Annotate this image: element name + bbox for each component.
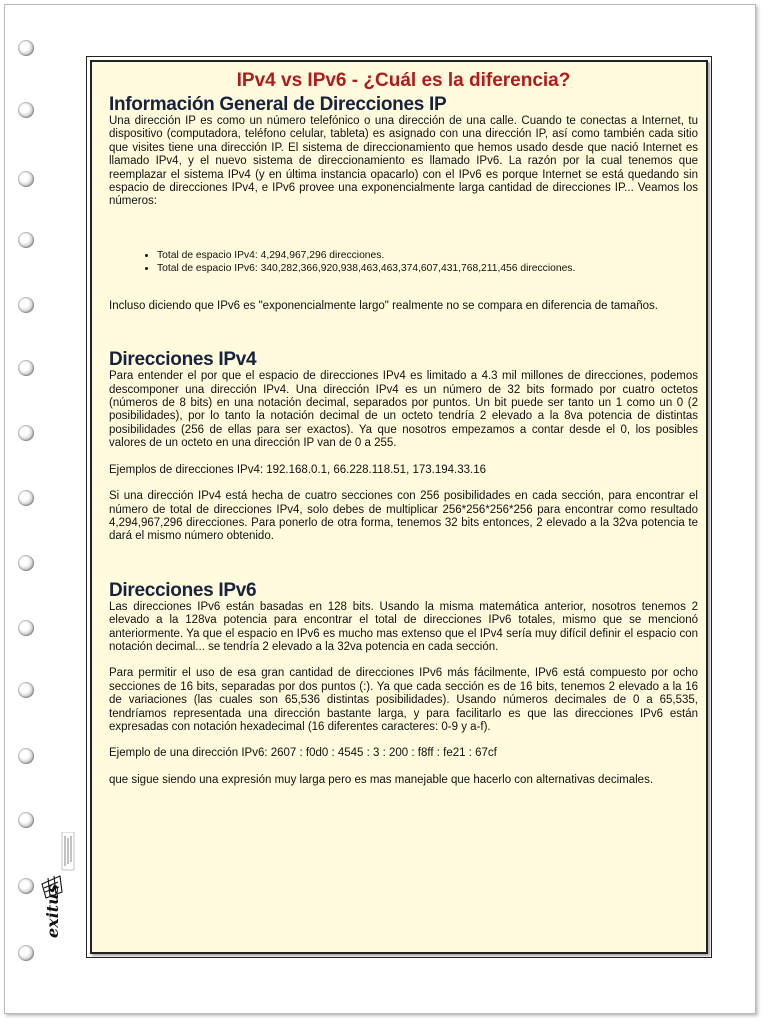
paragraph: Para entender el por que el espacio de direcciones IPv4 es limitado a 4.3 mil millones de direcciones, podemos descomponer una dirección IPv4. Una dirección IPv4 es un número de 32 bits formado por cuatro octetos (números de 8 bits) en una notación decimal, separados por puntos. Un bit puede ser tanto un 1 como un 0 (2 posibilidades), por lo tanto la notación decimal de un octeto tendría 2 elevado a la 8va potencia de distintas posibilidades (256 de ellas para ser exactos). Ya que nosotros empezamos a contar desde el 0, los posibles valores de un octeto en una dirección IP van de 0 a 255. xyxy=(109,370,698,450)
section-heading-ipv4: Direcciones IPv4 xyxy=(109,349,257,371)
binder-hole-icon xyxy=(18,555,34,571)
paragraph: Las direcciones IPv6 están basadas en 128 bits. Usando la misma matemática anterior, nosotros tenemos 2 elevado a la 128va potencia para encontrar el total de direcciones IPv6 totales, mismo que se mencionó anteriormente. Ya que el espacio en IPv6 es mucho mas extenso que el IPv4 sería muy difícil definir el espacio con notación decimal... se tendría 2 elevado a la 32va potencia en cada sección. xyxy=(109,600,698,653)
paragraph: Incluso diciendo que IPv6 es "exponencialmente largo" realmente no se compara en diferencia de tamaños. xyxy=(109,299,658,312)
list-item: • Total de espacio IPv4: 4,294,967,296 direcciones. xyxy=(157,249,698,262)
list-item: • Total de espacio IPv6: 340,282,366,920,938,463,463,374,607,431,768,211,456 direcciones. xyxy=(157,262,698,275)
binder-hole-icon xyxy=(18,102,34,118)
section-heading-general: Información General de Direcciones IP xyxy=(109,94,447,115)
content-panel xyxy=(90,60,708,954)
paragraph: Para permitir el uso de esa gran cantidad de direcciones IPv6 más fácilmente, IPv6 está compuesto por ocho secciones de 16 bits, separadas por dos puntos (:). Ya que cada sección es de 16 bits, tenemos 2 elevado a la 16 de variaciones (las cuales son 65,536 distintas posibilidades). Usando números decimales de 0 a 65,535, tendríamos representada una dirección bastante larga, y para facilitarlo es que las direcciones IPv6 están expresadas con notación hexadecimal (16 diferentes caracteres: 0-9 y a-f). xyxy=(109,667,698,733)
binder-hole-icon xyxy=(18,878,34,894)
binder-hole-icon xyxy=(18,232,34,248)
binder-hole-icon xyxy=(18,748,34,764)
binder-hole-icon xyxy=(18,297,34,313)
section-heading-ipv6: Direcciones IPv6 xyxy=(109,579,257,601)
binder-hole-icon xyxy=(18,425,34,441)
binder-hole-icon xyxy=(18,812,34,828)
paragraph: Ejemplos de direcciones IPv4: 192.168.0.1, 66.228.118.51, 173.194.33.16 xyxy=(109,463,487,476)
binder-hole-icon xyxy=(18,945,34,961)
paragraph: Si una dirección IPv4 está hecha de cuatro secciones con 256 posibilidades en cada sección, para encontrar el número de total de direcciones IPv4, solo debes de multiplicar 256*256*256*256 para encontrar como resultado 4,294,967,296 direcciones. Para ponerlo de otra forma, tenemos 32 bits entonces, 2 elevado a la 32va potencia te dará el mismo número obtenido. xyxy=(109,490,698,543)
binder-hole-icon xyxy=(18,360,34,376)
paragraph: Una dirección IP es como un número telefónico o una dirección de una calle. Cuando te conectas a Internet, tu dispositivo (computadora, teléfono celular, tableta) es asignado con una dirección IP, así como también cada sitio que visites tiene una dirección IP. El sistema de direccionamiento que hemos usado desde que nació Internet es llamado IPv4, y el nuevo sistema de direccionamiento es llamado IPv6. La razón por la cual tenemos que reemplazar el sistema IPv4 (y en última instancia opacarlo) con el IPv6 es porque Internet se está quedando sin espacio de direcciones IPv4, e IPv6 provee una exponencialmente larga cantidad de direcciones IP... Veamos los números: xyxy=(109,115,698,208)
paragraph: Ejemplo de una dirección IPv6: 2607 : f0d0 : 4545 : 3 : 200 : f8ff : fe21 : 67cf xyxy=(109,747,497,760)
publisher-stamp-icon xyxy=(36,832,76,942)
binder-hole-icon xyxy=(18,682,34,698)
binder-hole-icon xyxy=(18,171,34,187)
bullet-list xyxy=(109,249,698,275)
binder-hole-icon xyxy=(18,490,34,506)
binder-hole-icon xyxy=(18,620,34,636)
binder-hole-icon xyxy=(18,40,34,56)
stamp-text: exitus xyxy=(43,884,62,938)
document-title: IPv4 vs IPv6 - ¿Cuál es la diferencia? xyxy=(236,70,571,91)
paragraph: que sigue siendo una expresión muy larga pero es mas manejable que hacerlo con alternativas decimales. xyxy=(109,773,654,786)
